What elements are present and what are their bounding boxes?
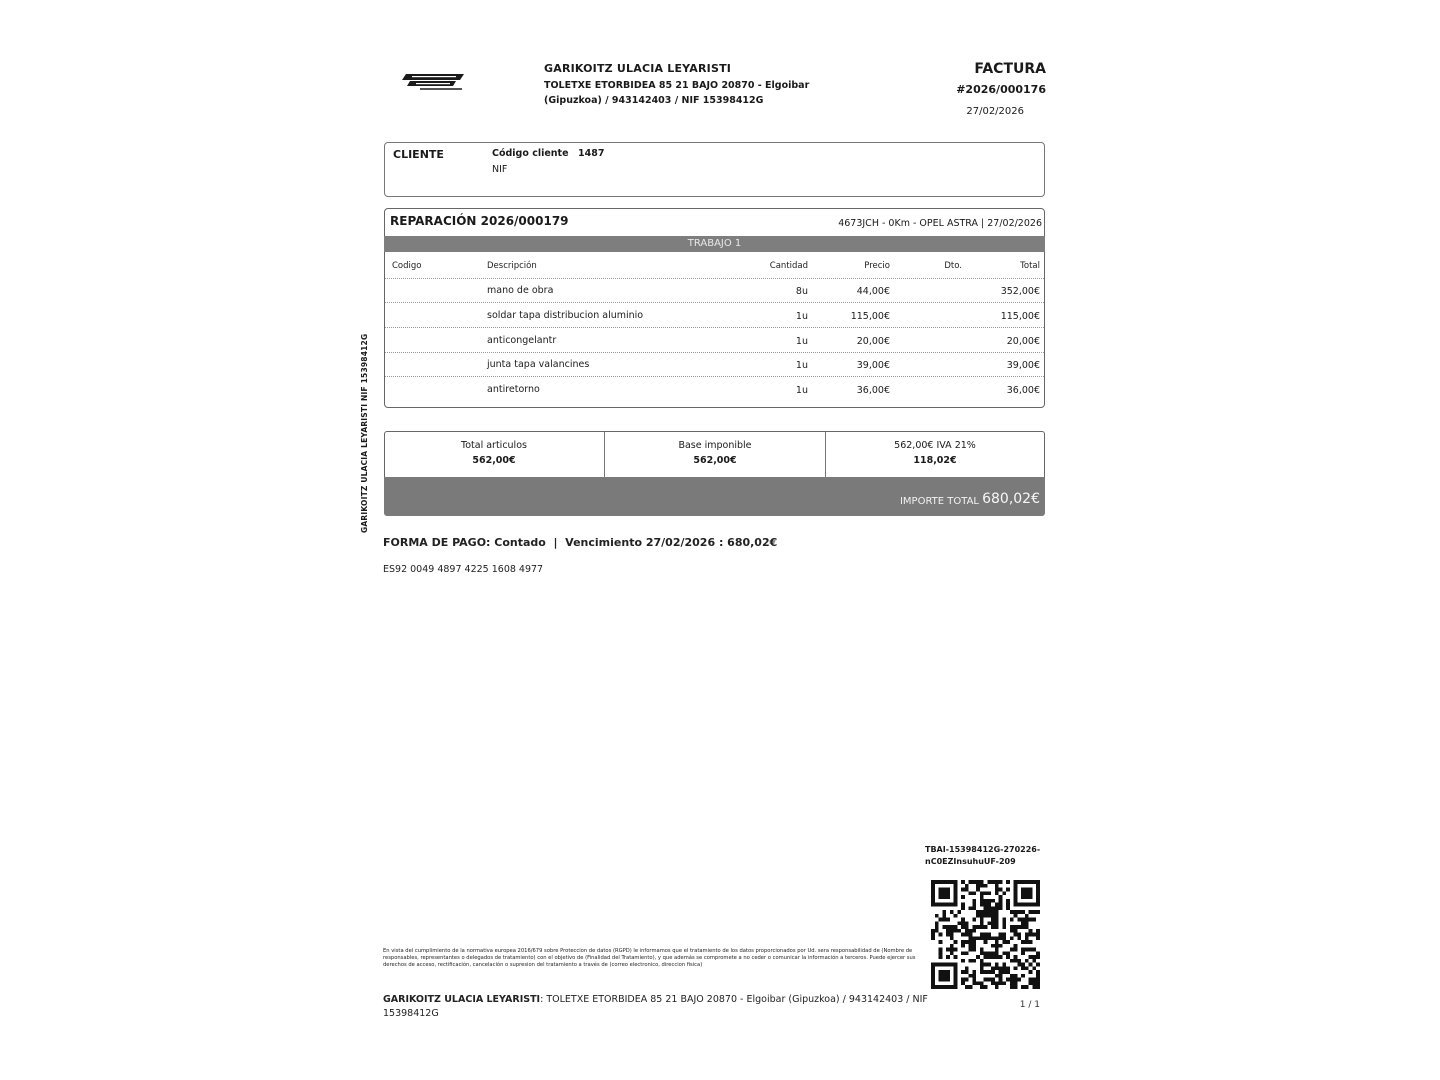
row-description: antiretorno <box>487 384 540 395</box>
row-description: junta tapa valancines <box>487 359 590 370</box>
iban: ES92 0049 4897 4225 1608 4977 <box>383 564 544 575</box>
row-quantity: 1u <box>795 385 808 396</box>
row-divider <box>385 352 1044 353</box>
invoice-date: 27/02/2026 <box>966 106 1024 117</box>
col-header-price: Precio <box>864 261 890 271</box>
footer-company-details: : TOLETXE ETORBIDEA 85 21 BAJO 20870 - Elgoibar (Gipuzkoa) / 943142403 / NIF 15398412G <box>383 994 928 1019</box>
row-divider <box>385 302 1044 303</box>
payment-info: FORMA DE PAGO: Contado | Vencimiento 27/02/2026 : 680,02€ <box>383 536 778 549</box>
row-total: 20,00€ <box>1006 336 1040 347</box>
col-header-description: Descripción <box>487 261 537 271</box>
qr-code-icon <box>931 880 1040 989</box>
taxable-base-label: Base imponible <box>678 440 752 451</box>
work-bar-label: TRABAJO 1 <box>687 238 742 249</box>
row-total: 115,00€ <box>1000 311 1040 322</box>
invoice-title: FACTURA <box>974 61 1046 77</box>
row-quantity: 1u <box>795 336 808 347</box>
row-price: 36,00€ <box>856 385 890 396</box>
row-total: 39,00€ <box>1006 360 1040 371</box>
footer-company <box>383 993 943 1021</box>
side-company-text: GARIKOITZ ULACIA LEYARISTI NIF 15398412G <box>360 333 369 533</box>
row-price: 44,00€ <box>856 286 890 297</box>
col-header-quantity: Cantidad <box>769 261 808 271</box>
grand-total-value: 680,02€ <box>982 491 1040 507</box>
row-description: anticongelantr <box>487 335 557 346</box>
repair-title: REPARACIÓN 2026/000179 <box>390 214 569 228</box>
footer-company-name: GARIKOITZ ULACIA LEYARISTI <box>383 994 541 1005</box>
col-header-total: Total <box>1020 261 1040 271</box>
row-quantity: 8u <box>795 286 808 297</box>
iva-label: 562,00€ IVA 21% <box>894 440 976 451</box>
row-total: 36,00€ <box>1006 385 1040 396</box>
col-header-discount: Dto. <box>944 261 962 271</box>
tbai-code-line2: nC0EZInsuhuUF-209 <box>925 857 1016 866</box>
total-articles-label: Total articulos <box>461 440 527 451</box>
row-divider <box>385 327 1044 328</box>
client-nif-label: NIF <box>492 164 508 175</box>
row-description: mano de obra <box>487 285 554 296</box>
page-number: 1 / 1 <box>1019 1000 1040 1010</box>
invoice-number: #2026/000176 <box>956 83 1046 96</box>
client-code-label: Código cliente <box>492 148 569 159</box>
grand-total-label: IMPORTE TOTAL <box>899 496 979 507</box>
row-price: 20,00€ <box>856 336 890 347</box>
company-address: TOLETXE ETORBIDEA 85 21 BAJO 20870 - Elgoibar <box>544 80 810 91</box>
taxable-base-value: 562,00€ <box>693 455 737 466</box>
row-description: soldar tapa distribucion aluminio <box>487 310 644 321</box>
workshop-logo-icon <box>400 70 468 94</box>
row-divider <box>385 278 1044 279</box>
client-label: CLIENTE <box>393 148 444 161</box>
row-quantity: 1u <box>795 311 808 322</box>
company-contact: (Gipuzkoa) / 943142403 / NIF 15398412G <box>544 95 764 106</box>
row-price: 115,00€ <box>850 311 890 322</box>
col-header-code: Codigo <box>392 261 422 271</box>
client-code-value: 1487 <box>578 148 605 159</box>
iva-value: 118,02€ <box>913 455 957 466</box>
row-divider <box>385 376 1044 377</box>
total-articles-value: 562,00€ <box>472 455 516 466</box>
client-box <box>384 142 1045 197</box>
row-price: 39,00€ <box>856 360 890 371</box>
tbai-code-line1: TBAI-15398412G-270226- <box>925 845 1041 854</box>
repair-vehicle: 4673JCH - 0Km - OPEL ASTRA | 27/02/2026 <box>838 218 1042 229</box>
row-total: 352,00€ <box>1000 286 1040 297</box>
totals-box <box>384 431 1045 477</box>
company-name: GARIKOITZ ULACIA LEYARISTI <box>544 62 732 75</box>
row-quantity: 1u <box>795 360 808 371</box>
legal-notice: En vista del cumplimiento de la normativa europea 2016/679 sobre Proteccion de datos (RGPD) le informamos que el tratamiento de los datos proporcionados por Ud. sera responsabilidad de (Nombre de responsables, representantes o delegados de tratamiento) con el objetivo de (Finalidad del Tratamiento), y que además se compromete a no ceder o comunicar la información a terceros. Puede ejercer sus derechos de acceso, rectificación, cancelación o supresion del tratamiento a través de (correo electronico, direccion fisica) <box>383 948 916 968</box>
